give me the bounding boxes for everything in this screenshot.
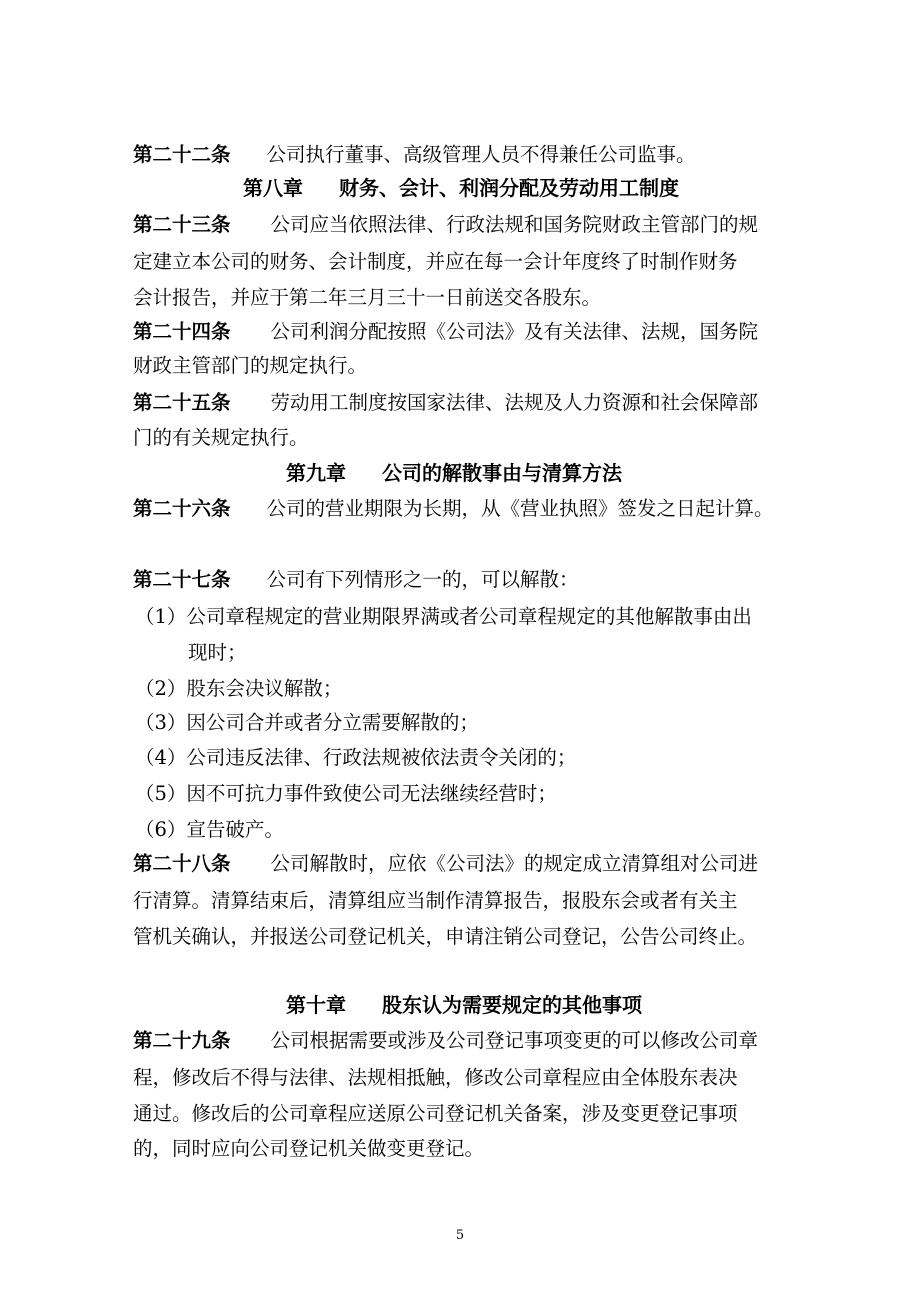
- article-26: 第二十六条 公司的营业期限为长期，从《营业执照》签发之日起计算。: [133, 497, 774, 520]
- article-heading: 第二十八条: [133, 852, 231, 875]
- article-heading: 第二十五条: [133, 391, 231, 414]
- chapter-9-heading: 第九章 公司的解散事由与清算方法: [286, 461, 622, 485]
- article-29-line-4: 的，同时应向公司登记机关做变更登记。: [133, 1137, 485, 1160]
- article-heading: 第二十七条: [133, 568, 231, 591]
- article-28-line-3: 管机关确认，并报送公司登记机关，申请注销公司登记，公告公司终止。: [133, 925, 758, 948]
- page-number: 5: [455, 1228, 465, 1243]
- list-item: （1）公司章程规定的营业期限界满或者公司章程规定的其他解散事由出: [135, 605, 752, 628]
- list-item: （2）股东会决议解散；: [135, 677, 343, 700]
- article-text: 公司执行董事、高级管理人员不得兼任公司监事。: [266, 143, 696, 166]
- article-22: [133, 143, 696, 167]
- article-25-line-1: 第二十五条 劳动用工制度按国家法律、法规及人力资源和社会保障部: [133, 391, 759, 414]
- chapter-10-heading: 第十章 股东认为需要规定的其他事项: [286, 993, 642, 1017]
- article-27: 第二十七条 公司有下列情形之一的，可以解散：: [133, 568, 579, 591]
- article-23-line-3: 会计报告，并应于第二年三月三十一日前送交各股东。: [133, 286, 602, 309]
- chapter-8-heading: 第八章 财务、会计、利润分配及劳动用工制度: [243, 176, 679, 200]
- article-29-line-1: 第二十九条 公司根据需要或涉及公司登记事项变更的可以修改公司章: [133, 1029, 759, 1052]
- article-heading: 第二十四条: [133, 320, 231, 343]
- article-heading: 第二十三条: [133, 213, 231, 236]
- article-heading: 第二十九条: [133, 1029, 231, 1052]
- list-item-continuation: 现时；: [188, 641, 247, 664]
- article-24-line-1: 第二十四条 公司利润分配按照《公司法》及有关法律、法规，国务院: [133, 320, 759, 343]
- article-29-line-2: 程，修改后不得与法律、法规相抵触，修改公司章程应由全体股东表决: [133, 1066, 738, 1089]
- article-23-line-1: 第二十三条 公司应当依照法律、行政法规和国务院财政主管部门的规: [133, 213, 759, 236]
- article-23-line-2: 定建立本公司的财务、会计制度，并应在每一会计年度终了时制作财务: [133, 250, 738, 273]
- list-item: （5）因不可抗力事件致使公司无法继续经营时；: [135, 782, 557, 805]
- article-heading: 第二十六条: [133, 497, 231, 520]
- article-24-line-2: 财政主管部门的规定执行。: [133, 354, 368, 377]
- list-item: （3）因公司合并或者分立需要解散的；: [135, 711, 479, 734]
- article-25-line-2: 门的有关规定执行。: [133, 426, 309, 449]
- article-29-line-3: 通过。修改后的公司章程应送原公司登记机关备案，涉及变更登记事项: [133, 1102, 738, 1125]
- article-heading: 第二十二条: [133, 143, 231, 166]
- list-item: （4）公司违反法律、行政法规被依法责令关闭的；: [135, 746, 577, 769]
- article-28-line-1: 第二十八条 公司解散时，应依《公司法》的规定成立清算组对公司进: [133, 852, 759, 875]
- list-item: （6）宣告破产。: [135, 818, 284, 841]
- article-28-line-2: 行清算。清算结束后，清算组应当制作清算报告，报股东会或者有关主: [133, 889, 738, 912]
